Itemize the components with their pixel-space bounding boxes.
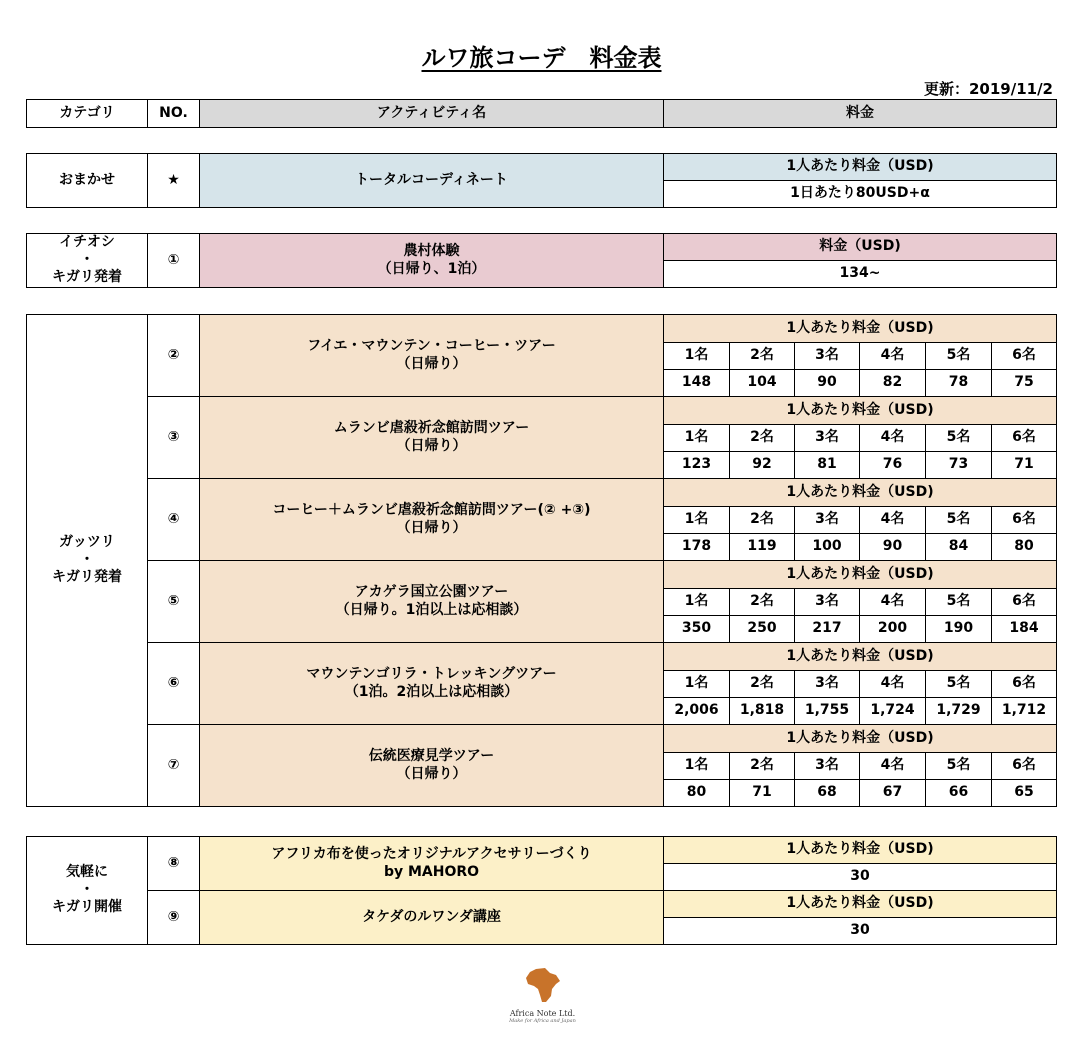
price-label: 1人あたり料金（USD) [664,561,1057,589]
headcount-cell: 2名 [730,343,795,370]
price-cell: 250 [730,616,795,643]
headcount-cell: 4名 [860,589,926,616]
header-category: カテゴリ [27,100,148,128]
kigaru-no-8: ⑧ [148,837,200,891]
price-label: 1人あたり料金（USD) [664,479,1057,507]
tour-no: ② [148,315,200,397]
headcount-cell: 5名 [926,425,992,452]
price-cell: 2,006 [664,698,730,725]
price-cell: 73 [926,452,992,479]
kigaru-name-9 [200,891,664,945]
tour-no: ⑤ [148,561,200,643]
category-line: ・ [80,251,94,268]
logo-tagline: Make for Africa and Japan [509,1018,576,1024]
headcount-cell: 2名 [730,507,795,534]
kigaru-price-8: 30 [664,864,1057,891]
headcount-cell: 2名 [730,589,795,616]
activity-name: ムランビ虐殺祈念館訪問ツアー [333,420,530,436]
price-cell: 148 [664,370,730,397]
headcount-cell: 1名 [664,507,730,534]
kigaru-category [27,837,148,945]
ichioshi-no: ① [148,234,200,288]
omakase-name: トータルコーディネート [200,154,664,208]
price-cell: 350 [664,616,730,643]
activity-name: マウンテンゴリラ・トレッキングツアー [306,666,557,682]
category-line: キガリ開催 [52,899,122,916]
gattsuri-table [26,314,1057,807]
price-cell: 82 [860,370,926,397]
price-cell: 1,818 [730,698,795,725]
price-cell: 184 [992,616,1057,643]
activity-note: （日帰り） [396,765,467,782]
headcount-cell: 3名 [795,589,860,616]
headcount-cell: 4名 [860,753,926,780]
headcount-cell: 3名 [795,343,860,370]
tour-no: ⑦ [148,725,200,807]
price-cell: 80 [992,534,1057,561]
activity-note: （日帰り。1泊以上は応相談） [335,601,528,618]
activity-name: 農村体験 [403,243,460,259]
price-cell: 92 [730,452,795,479]
africa-map-icon [523,965,563,1005]
price-cell: 1,724 [860,698,926,725]
price-label: 1人あたり料金（USD) [664,725,1057,753]
headcount-cell: 4名 [860,425,926,452]
tour-name [200,397,664,479]
tour-name [200,315,664,397]
updated-date: 更新：2019/11/2 [923,80,1053,98]
price-cell: 178 [664,534,730,561]
kigaru-price-9: 30 [664,918,1057,945]
headcount-cell: 6名 [992,343,1057,370]
headcount-cell: 3名 [795,671,860,698]
tour-no: ④ [148,479,200,561]
headcount-cell: 5名 [926,589,992,616]
headcount-cell: 3名 [795,753,860,780]
gattsuri-category [27,315,148,807]
page-title: ルワ旅コーデ 料金表 [421,44,662,72]
activity-name: 伝統医療見学ツアー [368,748,495,764]
omakase-no: ★ [148,154,200,208]
activity-name: コーヒー＋ムランビ虐殺祈念館訪問ツアー(② +③) [272,502,591,518]
price-cell: 190 [926,616,992,643]
tour-name [200,479,664,561]
price-cell: 81 [795,452,860,479]
kigaru-price-label-9: 1人あたり料金（USD) [664,891,1057,918]
headcount-cell: 6名 [992,507,1057,534]
price-cell: 66 [926,780,992,807]
category-line: イチオシ [59,234,115,251]
omakase-price-label: 1人あたり料金（USD) [664,154,1057,181]
ichioshi-name [200,234,664,288]
headcount-cell: 5名 [926,343,992,370]
kigaru-name-8 [200,837,664,891]
kigaru-table [26,836,1057,945]
activity-name: フイエ・マウンテン・コーヒー・ツアー [307,338,556,354]
ichioshi-category [27,234,148,288]
headcount-cell: 6名 [992,425,1057,452]
price-cell: 217 [795,616,860,643]
header-no: NO. [148,100,200,128]
headcount-cell: 6名 [992,753,1057,780]
company-logo [505,965,580,1025]
header-price: 料金 [664,100,1057,128]
headcount-cell: 2名 [730,753,795,780]
price-cell: 200 [860,616,926,643]
price-cell: 71 [992,452,1057,479]
headcount-cell: 5名 [926,671,992,698]
price-cell: 100 [795,534,860,561]
price-label: 1人あたり料金（USD) [664,397,1057,425]
ichioshi-price-label: 料金（USD) [664,234,1057,261]
activity-note: （日帰り） [396,437,467,454]
price-cell: 123 [664,452,730,479]
header-table [26,99,1057,128]
tour-no: ⑥ [148,643,200,725]
headcount-cell: 2名 [730,425,795,452]
headcount-cell: 4名 [860,671,926,698]
price-cell: 90 [860,534,926,561]
tour-name [200,725,664,807]
category-line: ガッツリ [59,534,115,551]
price-cell: 71 [730,780,795,807]
headcount-cell: 1名 [664,589,730,616]
activity-name: アカゲラ国立公園ツアー [354,584,509,600]
activity-name: タケダのルワンダ講座 [362,908,501,925]
headcount-cell: 5名 [926,753,992,780]
headcount-cell: 1名 [664,425,730,452]
price-cell: 80 [664,780,730,807]
headcount-cell: 3名 [795,425,860,452]
headcount-cell: 1名 [664,671,730,698]
price-label: 1人あたり料金（USD) [664,643,1057,671]
omakase-category: おまかせ [27,154,148,208]
kigaru-no-9: ⑨ [148,891,200,945]
category-line: キガリ発着 [52,269,122,286]
category-line: ・ [80,881,94,898]
activity-name: アフリカ布を使ったオリジナルアクセサリーづくり [271,846,592,862]
activity-note: by MAHORO [383,863,480,880]
price-cell: 90 [795,370,860,397]
ichioshi-table [26,233,1057,288]
header-activity: アクティビティ名 [200,100,664,128]
price-cell: 1,729 [926,698,992,725]
logo-name: Africa Note Ltd. [509,1009,576,1018]
price-cell: 67 [860,780,926,807]
headcount-cell: 6名 [992,589,1057,616]
category-line: 気軽に [66,864,108,881]
activity-note: （日帰り） [396,355,467,372]
price-cell: 119 [730,534,795,561]
headcount-cell: 4名 [860,343,926,370]
activity-note: （日帰り） [396,519,467,536]
category-line: キガリ発着 [52,569,122,586]
headcount-cell: 1名 [664,753,730,780]
omakase-table [26,153,1057,208]
headcount-cell: 4名 [860,507,926,534]
headcount-cell: 2名 [730,671,795,698]
category-line: ・ [80,551,94,568]
price-cell: 1,712 [992,698,1057,725]
headcount-cell: 6名 [992,671,1057,698]
omakase-price: 1日あたり80USD+α [664,181,1057,208]
tour-no: ③ [148,397,200,479]
kigaru-price-label-8: 1人あたり料金（USD) [664,837,1057,864]
activity-note: （1泊。2泊以上は応相談） [344,683,519,700]
tour-name [200,643,664,725]
headcount-cell: 5名 [926,507,992,534]
price-cell: 84 [926,534,992,561]
price-cell: 104 [730,370,795,397]
activity-note: （日帰り、1泊） [377,260,486,277]
ichioshi-price: 134~ [664,261,1057,288]
price-cell: 68 [795,780,860,807]
price-cell: 78 [926,370,992,397]
price-cell: 75 [992,370,1057,397]
price-label: 1人あたり料金（USD) [664,315,1057,343]
price-cell: 76 [860,452,926,479]
headcount-cell: 1名 [664,343,730,370]
price-cell: 1,755 [795,698,860,725]
price-cell: 65 [992,780,1057,807]
tour-name [200,561,664,643]
headcount-cell: 3名 [795,507,860,534]
